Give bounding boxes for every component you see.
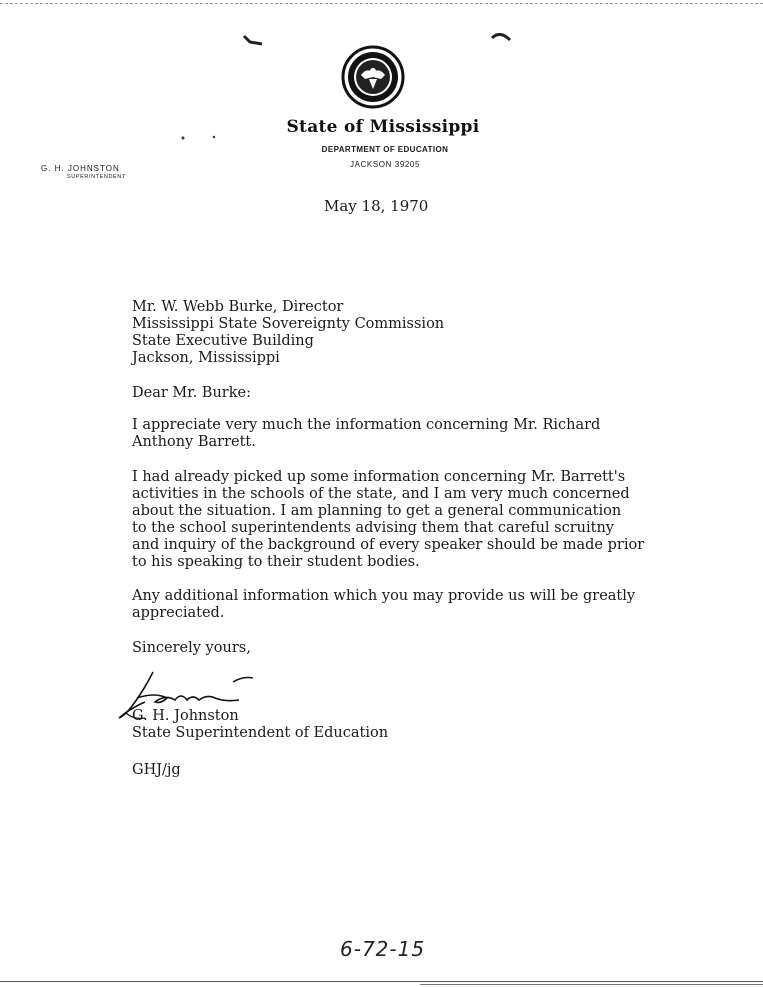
body-line: to the school superintendents advising them that careful scruitny: [132, 520, 614, 536]
recipient-line: Mississippi State Sovereignty Commission: [132, 316, 445, 332]
signer-title: State Superintendent of Education: [132, 725, 389, 741]
body-line: about the situation. I am planning to get a general communication: [132, 503, 622, 519]
body-line: Any additional information which you may provide us will be greatly: [132, 588, 636, 604]
body-line: to his speaking to their student bodies.: [132, 554, 420, 570]
bottom-edge-rule: [420, 984, 763, 985]
letterhead-officer-name: G. H. JOHNSTON: [41, 164, 120, 173]
letterhead-department: DEPARTMENT OF EDUCATION: [321, 145, 449, 154]
body-paragraph-1: [132, 417, 692, 451]
scan-specks-icon: [180, 132, 220, 144]
body-line: I appreciate very much the information concerning Mr. Richard: [132, 417, 601, 433]
letter-date: May 18, 1970: [324, 197, 429, 215]
body-line: appreciated.: [132, 605, 225, 621]
body-line: Anthony Barrett.: [132, 434, 256, 450]
body-line: I had already picked up some information concerning Mr. Barrett's: [132, 469, 626, 485]
body-paragraph-2: [132, 469, 692, 571]
letterhead-state-name: State of Mississippi: [286, 117, 480, 137]
bottom-edge-rule: [0, 981, 763, 982]
file-number-stamp: 6-72-15: [340, 937, 426, 961]
scan-mark-icon: [242, 32, 264, 46]
typist-initials: GHJ/jg: [132, 762, 181, 778]
body-line: and inquiry of the background of every speaker should be made prior: [132, 537, 645, 553]
letterhead-officer-title: SUPERINTENDENT: [67, 174, 126, 180]
top-edge-dashes: [0, 3, 763, 4]
body-line: activities in the schools of the state, and I am very much concerned: [132, 486, 630, 502]
signer-name: G. H. Johnston: [132, 708, 239, 724]
recipient-line: Jackson, Mississippi: [132, 350, 280, 366]
body-paragraph-3: [132, 588, 692, 622]
recipient-line: State Executive Building: [132, 333, 314, 349]
letterhead-city: JACKSON 39205: [349, 160, 421, 169]
recipient-address: [132, 299, 444, 367]
recipient-line: Mr. W. Webb Burke, Director: [132, 299, 344, 315]
salutation: Dear Mr. Burke:: [132, 385, 251, 401]
closing: Sincerely yours,: [132, 640, 251, 656]
state-seal-icon: [341, 45, 405, 109]
scan-mark-icon: [490, 30, 512, 44]
